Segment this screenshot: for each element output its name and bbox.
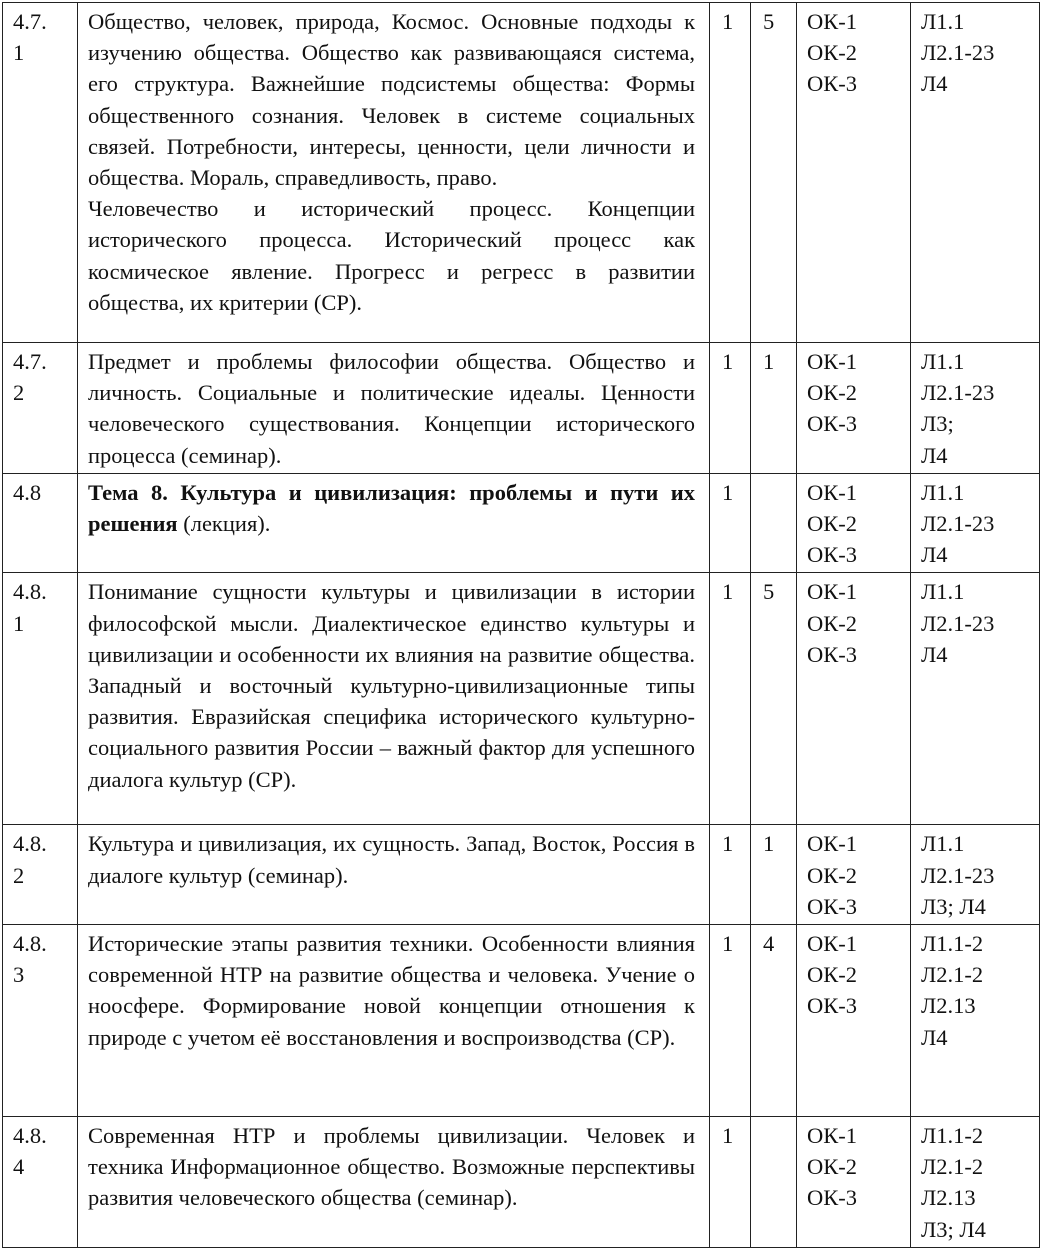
row-number: 4.8. 3: [3, 925, 78, 1117]
literature-cell: Л1.1 Л2.1-23 Л4: [911, 473, 1040, 573]
table-row: [3, 343, 1040, 474]
literature-cell: Л1.1-2 Л2.1-2 Л2.13 Л3; Л4: [911, 1117, 1040, 1248]
literature-cell: Л1.1 Л2.1-23 Л4: [911, 3, 1040, 343]
hours-cell: [751, 1117, 797, 1248]
competencies-cell: ОК-1 ОК-2 ОК-3: [797, 825, 911, 925]
hours-cell: 1: [751, 343, 797, 474]
hours-cell: 5: [751, 573, 797, 825]
topic-title: Тема 8. Культура и цивилизация: проблемы и пути их решения (лекция).: [78, 473, 710, 573]
row-number: 4.8. 4: [3, 1117, 78, 1248]
topic-description: Понимание сущности культуры и цивилизации в истории философской мысли. Диалектическое единство культуры и цивилизации и особенности их влияния на развитие общества. Западный и восточный культурно-цивилизационные типы развития. Евразийская специфика исторического культурно-социального развития России – важный фактор для успешного диалога культур (СР).: [78, 573, 710, 825]
table-row: [3, 3, 1040, 343]
hours-cell: 5: [751, 3, 797, 343]
topic-description: Современная НТР и проблемы цивилизации. Человек и техника Информационное общество. Возможные перспективы развития человеческого общества (семинар).: [78, 1117, 710, 1248]
competencies-cell: ОК-1 ОК-2 ОК-3: [797, 343, 911, 474]
semester-cell: 1: [710, 925, 751, 1117]
row-number: 4.8. 2: [3, 825, 78, 925]
row-number: 4.8. 1: [3, 573, 78, 825]
table-row: [3, 473, 1040, 573]
semester-cell: 1: [710, 343, 751, 474]
topic-description: Исторические этапы развития техники. Особенности влияния современной НТР на развитие общества и человека. Учение о ноосфере. Формирование новой концепции отношения к природе с учетом её восстановления и воспроизводства (СР).: [78, 925, 710, 1117]
row-number: 4.7. 2: [3, 343, 78, 474]
table-row: [3, 1117, 1040, 1248]
competencies-cell: ОК-1 ОК-2 ОК-3: [797, 3, 911, 343]
semester-cell: 1: [710, 1117, 751, 1248]
hours-cell: 4: [751, 925, 797, 1117]
literature-cell: Л1.1-2 Л2.1-2 Л2.13 Л4: [911, 925, 1040, 1117]
semester-cell: 1: [710, 573, 751, 825]
hours-cell: 1: [751, 825, 797, 925]
competencies-cell: ОК-1 ОК-2 ОК-3: [797, 1117, 911, 1248]
topic-description: Культура и цивилизация, их сущность. Запад, Восток, Россия в диалоге культур (семинар).: [78, 825, 710, 925]
table-row: [3, 825, 1040, 925]
topic-description: Предмет и проблемы философии общества. Общество и личность. Социальные и политические идеалы. Ценности человеческого существования. Концепции исторического процесса (семинар).: [78, 343, 710, 474]
literature-cell: Л1.1 Л2.1-23 Л3; Л4: [911, 343, 1040, 474]
topic-title-bold: Тема 8. Культура и цивилизация: проблемы и пути их решения: [88, 479, 695, 537]
semester-cell: 1: [710, 3, 751, 343]
topic-description: Общество, человек, природа, Космос. Основные подходы к изучению общества. Общество как развивающаяся система, его структура. Важнейшие подсистемы общества: Формы общественного сознания. Человек в системе социальных связей. Потребности, интересы, ценности, цели личности и общества. Мораль, справедливость, право. Человечество и исторический процесс. Концепции исторического процесса. Исторический процесс как космическое явление. Прогресс и регресс в развитии общества, их критерии (СР).: [78, 3, 710, 343]
row-number: 4.8: [3, 473, 78, 573]
literature-cell: Л1.1 Л2.1-23 Л3; Л4: [911, 825, 1040, 925]
table-row: [3, 573, 1040, 825]
literature-cell: Л1.1 Л2.1-23 Л4: [911, 573, 1040, 825]
semester-cell: 1: [710, 825, 751, 925]
curriculum-table: [2, 2, 1040, 1248]
competencies-cell: ОК-1 ОК-2 ОК-3: [797, 925, 911, 1117]
competencies-cell: ОК-1 ОК-2 ОК-3: [797, 573, 911, 825]
hours-cell: [751, 473, 797, 573]
semester-cell: 1: [710, 473, 751, 573]
row-number: 4.7. 1: [3, 3, 78, 343]
table-row: [3, 925, 1040, 1117]
competencies-cell: ОК-1 ОК-2 ОК-3: [797, 473, 911, 573]
